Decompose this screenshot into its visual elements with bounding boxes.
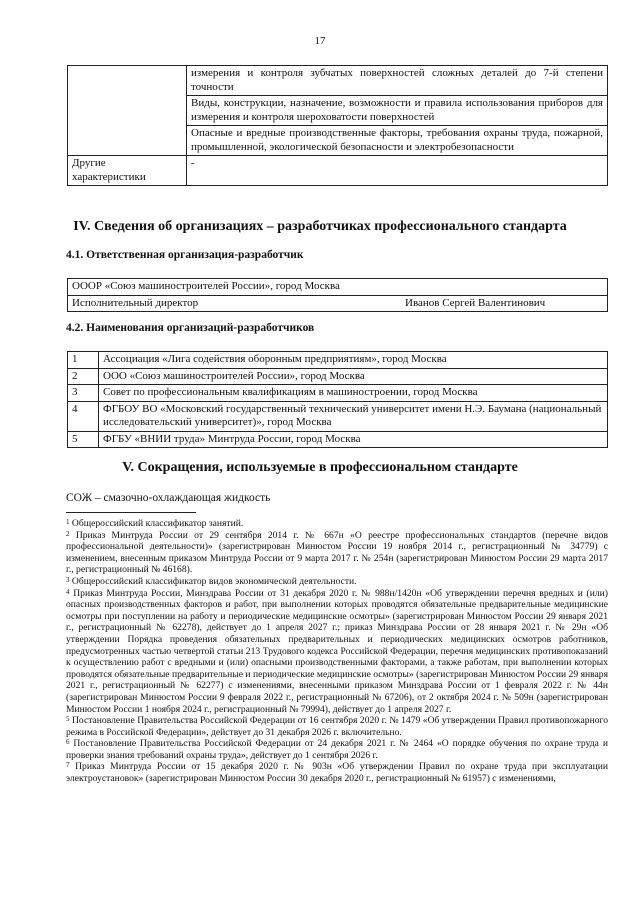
org-name: ООО «Союз машиностроителей России», город Москва: [99, 368, 608, 385]
table-cell-label: Другие характеристики: [68, 156, 187, 186]
footnote-text: Общероссийский классификатор видов экономической деятельности.: [71, 575, 357, 587]
table-cell: измерения и контроля зубчатых поверхностей сложных деталей до 7-й степени точности: [187, 66, 608, 96]
row-number: 2: [68, 368, 99, 385]
footnote-text: Приказ Минтруда России, Минздрава России от 31 декабря 2020 г. № 988н/1420н «Об утверждении перечня вредных и (или) опасных производственных факторов и работ, при выполнении которых проводятся обязательные предварительные медицинские осмотры при поступлении на работу и периодические медицинские осмотры» (зарегистрирован Минюстом России 29 января 2021 г., регистрационный № 62278), действует до 1 апреля 2027 г.; приказ Минздрава России от 28 января 2021 г. № 29н «Об утверждении Порядка проведения обязательных предварительных и периодических медицинских осмотров работников, предусмотренных частью четвертой статьи 213 Трудового кодекса Российской Федерации, перечня медицинских противопоказаний к осуществлению работ с вредными и (или) опасными производственными факторами, а также работам, при выполнении которых проводятся обязательные предварительные и периодические медицинские осмотры» (зарегистрирован Минюстом России 29 января 2021 г., регистрационный № 62277) с изменениями, внесенными приказом Минздрава России от 1 февраля 2022 г. № 44н (зарегистрирован Минюстом России 9 февраля 2022 г., регистрационный № 67206), от 2 октября 2024 г. № 509н (зарегистрирован Минюстом России 1 ноября 2024 г., регистрационный № 79994), действует до 1 апреля 2027 г.: [66, 587, 608, 715]
footnote: [66, 588, 608, 716]
footnote-number: 4: [66, 587, 70, 596]
footnote: [66, 518, 608, 530]
developer-orgs-table: [67, 351, 608, 448]
table-row: [68, 385, 608, 402]
page-number: 17: [314, 35, 326, 47]
table-row: [68, 66, 608, 96]
signatory-position: Исполнительный директор: [72, 296, 199, 309]
footnote-text: Постановление Правительства Российской Федерации от 24 декабря 2021 г. № 2464 «О порядке обучения по охране труда и проверки знания требований охраны труда», действует до 1 сентября 2026 г.: [66, 738, 608, 761]
table-row: [68, 156, 608, 186]
footnote: [66, 576, 608, 588]
org-name: ФГБОУ ВО «Московский государственный технический университет имени Н.Э. Баумана (национальный исследовательский университет)», город Москва: [99, 401, 608, 431]
table-row: [68, 279, 608, 296]
row-number: 4: [68, 401, 99, 431]
table-row: [68, 368, 608, 385]
table-row: [68, 431, 608, 448]
footnote-text: Приказ Минтруда России от 29 сентября 2014 г. № 667н «О реестре профессиональных стандартов (перечне видов профессиональной деятельности)» (зарегистрирован Минюстом России 19 ноября 2014 г., регистрационный № 34779) с изменением, внесенным приказом Минтруда России от 9 марта 2017 г. № 254н (зарегистрирован Минюстом России 29 марта 2017 г., регистрационный № 46168).: [66, 529, 608, 576]
footnote-number: 6: [66, 738, 70, 747]
row-number: 3: [68, 385, 99, 402]
footnote-text: Общероссийский классификатор занятий.: [71, 518, 244, 529]
footnote: [66, 738, 608, 761]
footnote-text: Приказ Минтруда России от 15 декабря 2020 г. № 903н «Об утверждении Правил по охране труда при эксплуатации электроустановок» (зарегистрирован Минюстом России 30 декабря 2020 г., регистрационный № 61957) с изменениями,: [66, 761, 608, 785]
responsible-org-table: [67, 278, 608, 312]
footnotes: [66, 518, 608, 785]
table-row: [68, 401, 608, 431]
abbreviation-entry: СОЖ – смазочно-охлаждающая жидкость: [66, 492, 271, 504]
org-name: Совет по профессиональным квалификациям в машиностроении, город Москва: [99, 385, 608, 402]
footnote: [66, 530, 608, 576]
footnote-divider: [66, 512, 196, 513]
table-row: [68, 352, 608, 369]
table-cell: -: [187, 156, 608, 186]
footnote-number: 1: [66, 518, 70, 526]
row-number: 1: [68, 352, 99, 369]
footnote: [66, 761, 608, 784]
section-v-heading: V. Сокращения, используемые в профессиональном стандарте: [122, 460, 518, 475]
footnote-text: Постановление Правительства Российской Федерации от 16 сентября 2020 г. № 1479 «Об утверждении Правил противопожарного режима в Российской Федерации», действует до 31 декабря 2026 г. включительно.: [66, 715, 608, 738]
footnote: [66, 715, 608, 738]
footnote-number: 3: [66, 575, 70, 584]
table-cell: Опасные и вредные производственные факторы, требования охраны труда, пожарной, промышленной, экологической безопасности и электробезопасности: [187, 126, 608, 156]
footnote-number: 2: [66, 529, 70, 538]
table-cell: Виды, конструкции, назначение, возможности и правила использования приборов для измерения и контроля шероховатости поверхностей: [187, 96, 608, 126]
org-name-cell: ОООР «Союз машиностроителей России», город Москва: [68, 279, 608, 296]
signatory-cell: [68, 295, 608, 312]
footnote-number: 7: [66, 761, 70, 770]
subsection-4-1-heading: 4.1. Ответственная организация-разработчик: [66, 249, 304, 261]
section-iv-heading: IV. Сведения об организациях – разработчиках профессионального стандарта: [73, 219, 567, 234]
org-name: Ассоциация «Лига содействия оборонным предприятиям», город Москва: [99, 352, 608, 369]
signatory-name: Иванов Сергей Валентинович: [405, 296, 546, 309]
table-row: [68, 295, 608, 312]
knowledge-table: [67, 65, 608, 186]
table-cell-empty: [68, 66, 187, 156]
row-number: 5: [68, 431, 99, 448]
footnote-number: 5: [66, 715, 70, 724]
subsection-4-2-heading: 4.2. Наименования организаций-разработчиков: [66, 322, 315, 334]
org-name: ФГБУ «ВНИИ труда» Минтруда России, город Москва: [99, 431, 608, 448]
